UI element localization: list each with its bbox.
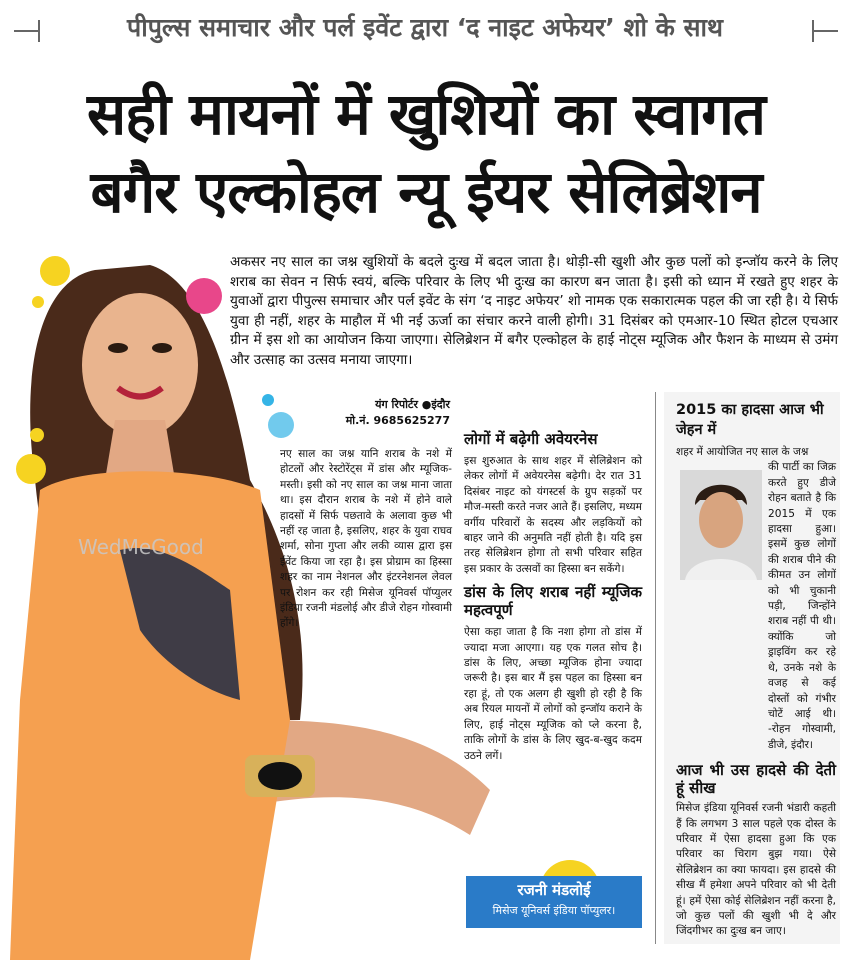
decor-dot-cyan-small	[262, 394, 274, 406]
headline-line-1: सही मायनों में खुशियों का स्वागत	[87, 80, 765, 148]
sidebar-para-2: मिसेज इंडिया यूनिवर्स रजनी भंडारी कहती हैं कि लगभग 3 साल पहले एक दोस्त के परिवार में ऐसा हादसा हुआ कि एक परिवार का चिराग बुझ गया। ऐसे सेलिब्रेशन का क्या फायदा। इस हादसे की सीख मैं हमेशा अपने परिवार को भी देती हूं। हमें ऐसा कोई सेलिब्रेशन नहीं करना है, जो कुछ पलों की खुशी भी दे और जिंदगीभर का दुःख बन जाए।	[676, 802, 836, 938]
caption-name: रजनी मंडलोई	[517, 881, 591, 899]
sidebar-text	[676, 445, 836, 940]
sidebar-title: 2015 का हादसा आज भी जेहन में	[676, 402, 824, 438]
subhead-dance-music: डांस के लिए शराब नहीं म्यूजिक महत्वपूर्ण	[464, 583, 642, 620]
decor-dot-yellow-small	[32, 296, 44, 308]
column-1-text: नए साल का जश्न यानि शराब के नशे में होटलों और रेस्टोरेंट्स में डांस और म्यूजिक-मस्ती। इसी को नए साल का जश्न माना जाता था। इस दौरान शराब के नशे में होने वाले हादसों में सिर्फ पछतावे के अलावा कुछ भी नहीं रह जाता है, इसलिए, शहर के युवा राघव शर्मा, सोना गुप्ता और लकी व्यास द्वारा इस ईवेंट किया जा रहा है। इस प्रोग्राम का हिस्सा शहर का नाम नेशनल और इंटरनेशनल लेवल पर रोशन कर रही मिसेज यूनिवर्स पॉप्युलर इंडिया रजनी मंडलोई और डीजे रोहन गोस्वामी होंगे।	[280, 448, 452, 630]
column-2-para-1: इस शुरुआत के साथ शहर में सेलिब्रेशन को लेकर लोगों में अवेयरनेस बढ़ेगी। देर रात 31 दिसंबर नाइट को यंगस्टर्स के ग्रुप सड़कों पर मौज-मस्ती करते नजर आते हैं। इसलिए, मध्यम वर्गीय परिवारों के सदस्य और लड़कियों को बाहर जाने की अनुमति नहीं होती है। यदि इस तरह सेलिब्रेशन होगा तो सभी परिवार सहित इस प्रकार के उत्सवों का हिस्सा बन सकेंगे।	[464, 455, 642, 575]
column-2-para-2: ऐसा कहा जाता है कि नशा होगा तो डांस में ज्यादा मजा आएगा। यह एक गलत सोच है। डांस के लिए, अच्छा म्यूजिक होना ज्यादा जरूरी है। इस बार मैं इस पहल का हिस्सा बन रहा हूं, तो एक अलग ही खुशी हो रही है कि अब रियल मायनों में लोगों को इन्जॉय कराने के लिए, हाई नोट्स म्यूजिक को प्ले करना है, ताकि लोगों के डांस के लिए खुद-ब-खुद कदम उठने लगें।	[464, 626, 642, 762]
column-2	[464, 430, 642, 764]
decor-dot-yellow-left-small	[30, 428, 44, 442]
kicker-rule-right	[814, 30, 838, 32]
subhead-awareness: लोगों में बढ़ेगी अवेयरनेस	[464, 430, 598, 448]
decor-dot-yellow-left	[16, 454, 46, 484]
sidebar-para-1-top: शहर में आयोजित नए साल के जश्न	[676, 446, 809, 458]
byline-reporter: यंग रिपोर्टर ●इंदौर	[375, 398, 450, 411]
byline	[280, 397, 450, 429]
kicker-rule-left	[14, 30, 38, 32]
watermark-text: WedMeGood	[78, 535, 204, 559]
byline-mobile: मो.नं. 9685625277	[345, 414, 450, 427]
decor-dot-yellow	[40, 256, 70, 286]
headline-line-2: बगैर एल्कोहल न्यू ईयर सेलिब्रेशन	[90, 158, 762, 226]
name-caption-box	[466, 876, 642, 928]
sidebar-para-1: की पार्टी का जिक्र करते हुए डीजे रोहन बताते है कि 2015 में एक हादसा हुआ। इसमें कुछ लोगों की शराब पीने की कीमत उन लोगों को भी चुकानी पड़ी, जिन्होंने शराब नहीं पी थी। क्योंकि जो ड्राइविंग कर रहे थे, उनके नशे के वजह से कई दोस्तों को गंभीर चोटें आई थी। -रोहन गोस्वामी, डीजे, इंदौर।	[768, 461, 836, 751]
sidebar-subhead: आज भी उस हादसे की देती हूं सीख	[676, 761, 836, 798]
kicker-text: पीपुल्स समाचार और पर्ल इवेंट द्वारा ‘द नाइट अफेयर’ शो के साथ	[127, 13, 723, 42]
sidebar-divider	[655, 392, 656, 944]
intro-paragraph: अकसर नए साल का जश्न खुशियों के बदले दुःख में बदल जाता है। थोड़ी-सी खुशी और कुछ पलों को इन्जॉय करने के लिए शराब का सेवन न सिर्फ स्वयं, बल्कि परिवार के लिए भी दुःख का कारण बन जाता है। इसी को ध्यान में रखते हुए शहर के युवाओं द्वारा पीपुल्स समाचार और पर्ल इवेंट के संग ‘द नाइट अफेयर’ शो नामक एक सकारात्मक पहल की जा रही है। ये सिर्फ युवा ही नहीं, शहर के माहौल में भी नई ऊर्जा का संचार करने वाली होगी। 31 दिसंबर को एमआर-10 स्थित होटल एचआर ग्रीन में इस शो का आयोजन किया जाएगा। सेलिब्रेशन में बगैर एल्कोहल के हाई नोट्स म्यूजिक और फैशन के माध्यम से उमंग और उत्साह का उत्सव मनाया जाएगा।	[230, 254, 838, 368]
kicker-tick-left	[38, 20, 40, 42]
decor-dot-pink	[186, 278, 222, 314]
kicker-bar	[0, 8, 850, 52]
caption-title: मिसेज यूनिवर्स इंडिया पॉप्युलर।	[492, 904, 616, 917]
